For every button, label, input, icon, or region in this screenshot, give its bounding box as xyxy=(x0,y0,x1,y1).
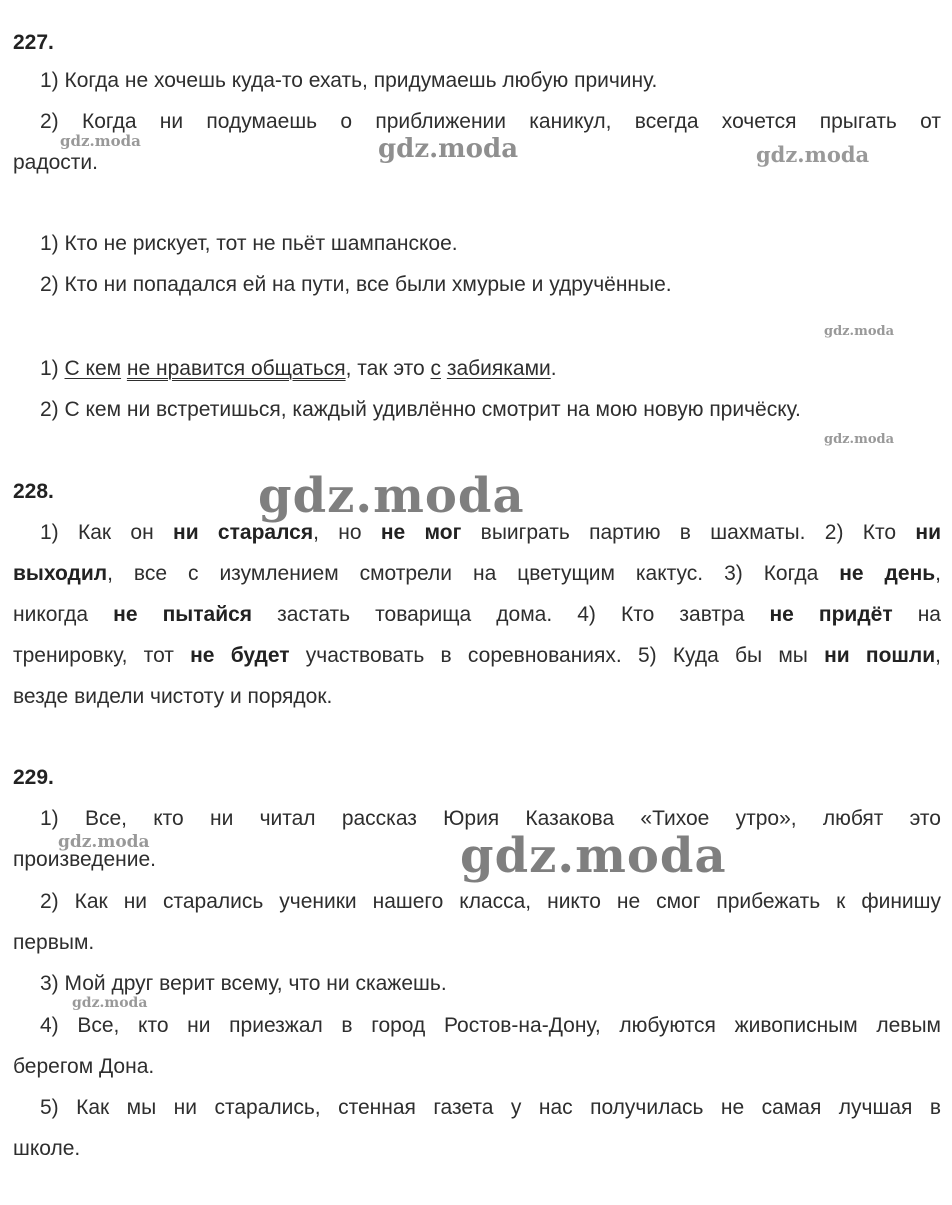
text: , xyxy=(935,562,941,585)
text: , все с изумлением смотрели на цветущим кактус. 3) Когда xyxy=(107,562,840,585)
ex228-line-2 xyxy=(13,561,941,587)
ex227-sentence-3: 1) Кто не рискует, тот не пьёт шампанское. xyxy=(40,232,458,255)
text: выиграть партию в шахматы. 2) Кто xyxy=(461,521,916,544)
text: застать товарища дома. 4) Кто завтра xyxy=(252,603,770,626)
ex229-sentence-5-line-2: школе. xyxy=(13,1137,81,1160)
text: участвовать в соревнованиях. 5) Куда бы мы xyxy=(289,644,825,667)
bold-phrase: не мог xyxy=(380,521,462,544)
watermark: gdz.moda xyxy=(824,324,895,339)
watermark: gdz.moda xyxy=(58,832,150,852)
ex228-line-3 xyxy=(13,602,941,628)
text: 1) Как он xyxy=(40,521,174,544)
bold-phrase: ни пошли xyxy=(824,644,936,667)
sentence-end: . xyxy=(550,357,557,380)
ex229-sentence-2-line-1: 2) Как ни старались ученики нашего класса, никто не смог прибежать к финишу xyxy=(40,890,941,913)
text: на xyxy=(892,603,941,626)
sentence-middle: , так это xyxy=(345,357,431,380)
ex227-sentence-2-line-2: радости. xyxy=(13,151,98,174)
watermark: gdz.moda xyxy=(72,995,148,1011)
text: тренировку, тот xyxy=(13,644,191,667)
exercise-227-number: 227. xyxy=(13,31,54,54)
watermark: gdz.moda xyxy=(378,134,519,164)
ex228-line-5: везде видели чистоту и порядок. xyxy=(13,685,333,708)
text: никогда xyxy=(13,603,114,626)
underlined-preposition: с xyxy=(430,357,441,380)
watermark: gdz.moda xyxy=(824,432,895,447)
sentence-prefix: 1) xyxy=(40,357,65,380)
ex228-line-4 xyxy=(13,643,941,669)
ex227-sentence-4: 2) Кто ни попадался ей на пути, все были хмурые и удручённые. xyxy=(40,273,672,296)
double-underlined-predicate: не нравится общаться xyxy=(126,357,346,380)
bold-phrase: не пытайся xyxy=(113,603,253,626)
ex227-sentence-5 xyxy=(13,356,941,382)
ex229-sentence-1-line-2: произведение. xyxy=(13,848,157,871)
underlined-word: С кем xyxy=(64,357,122,380)
bold-phrase: не будет xyxy=(190,644,290,667)
watermark: gdz.moda xyxy=(756,142,870,167)
bold-phrase: ни старался xyxy=(173,521,314,544)
ex229-sentence-4-line-1: 4) Все, кто ни приезжал в город Ростов-на-Дону, любуются живописным левым xyxy=(40,1014,941,1037)
ex229-sentence-5-line-1: 5) Как мы ни старались, стенная газета у нас получилась не самая лучшая в xyxy=(40,1096,941,1119)
ex229-sentence-3: 3) Мой друг верит всему, что ни скажешь. xyxy=(40,972,447,995)
bold-phrase: ни xyxy=(915,521,941,544)
ex227-sentence-1: 1) Когда не хочешь куда-то ехать, придумаешь любую причину. xyxy=(40,69,658,92)
underlined-noun: забияками xyxy=(446,357,551,380)
ex227-sentence-6: 2) С кем ни встретишься, каждый удивлённо смотрит на мою новую причёску. xyxy=(40,398,801,421)
exercise-229-number: 229. xyxy=(13,766,54,789)
bold-phrase: не день xyxy=(839,562,936,585)
exercise-228-number: 228. xyxy=(13,480,54,503)
text: , xyxy=(935,644,941,667)
watermark: gdz.moda xyxy=(258,468,525,524)
ex229-sentence-2-line-2: первым. xyxy=(13,931,95,954)
watermark: gdz.moda xyxy=(60,132,141,150)
ex227-sentence-2-line-1: 2) Когда ни подумаешь о приближении каникул, всегда хочется прыгать от xyxy=(40,110,941,133)
ex229-sentence-4-line-2: берегом Дона. xyxy=(13,1055,155,1078)
text: , но xyxy=(313,521,381,544)
bold-phrase: не придёт xyxy=(769,603,893,626)
ex229-sentence-1-line-1: 1) Все, кто ни читал рассказ Юрия Казакова «Тихое утро», любят это xyxy=(40,807,941,830)
bold-phrase: выходил xyxy=(13,562,108,585)
watermark: gdz.moda xyxy=(460,828,727,884)
